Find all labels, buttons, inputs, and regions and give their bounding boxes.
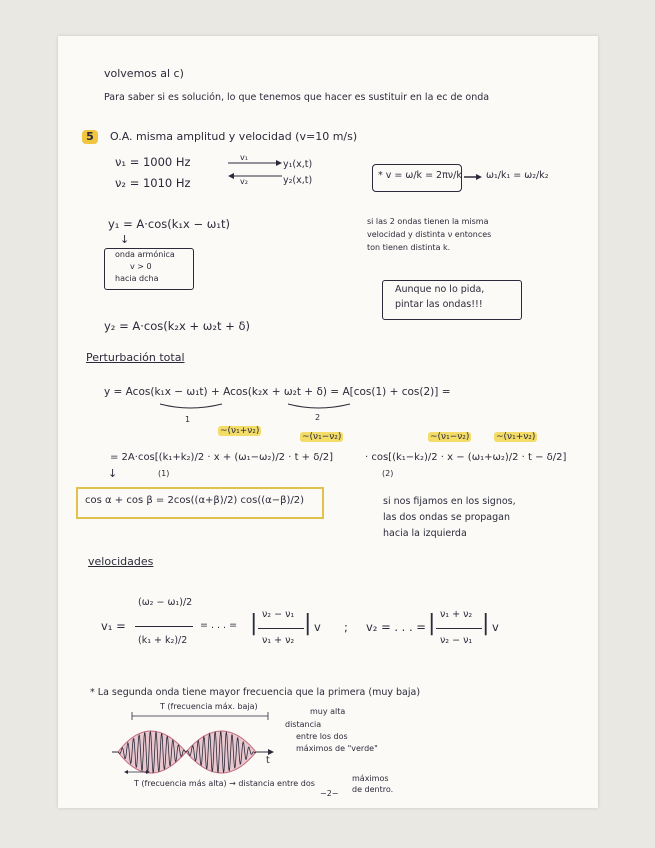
tag-nu-diff-1: ~(ν₁−ν₂)	[302, 432, 342, 442]
product-equation-left: = 2A·cos[(k₁+k₂)/2 · x + (ω₁−ω₂)/2 · t + δ/2]	[110, 452, 333, 463]
product-equation-right: · cos[(k₁−k₂)/2 · x − (ω₁+ω₂)/2 · t − δ/2]	[365, 452, 567, 463]
tag-nu-sum-2: ~(ν₁+ν₂)	[496, 432, 536, 442]
v1-suffix: v	[314, 620, 321, 634]
period-top-label: T (frecuencia máx. baja)	[160, 702, 258, 711]
term-label-2: 2	[315, 413, 321, 422]
beat-wave-drawing	[112, 712, 274, 774]
v1-ratio-num: ν₂ − ν₁	[262, 609, 295, 620]
dos-label: −2−	[320, 789, 339, 798]
brace-1	[160, 404, 222, 408]
period-bottom-label: T (frecuencia más alta) → distancia entre dos	[134, 779, 315, 788]
frequency-note: * La segunda onda tiene mayor frecuencia que la primera (muy baja)	[90, 687, 421, 698]
tag-nu-diff-2: ~(ν₁−ν₂)	[430, 432, 470, 442]
signs-note-1: si nos fijamos en los signos,	[383, 496, 516, 507]
y1-function: y₁(x,t)	[283, 159, 313, 170]
section-number-badge: 5	[82, 130, 98, 144]
maximos-label-1: máximos	[352, 774, 389, 783]
brace-2	[288, 404, 350, 408]
superposition-equation: y = Acos(k₁x − ω₁t) + Acos(k₂x + ω₂t + δ) = A[cos(1) + cos(2)] =	[104, 386, 451, 398]
wave-note-2: v > 0	[130, 262, 152, 271]
draw-note-1: Aunque no lo pida,	[395, 284, 485, 295]
v2-ratio-num: ν₁ + ν₂	[440, 609, 473, 620]
trig-identity: cos α + cos β = 2cos((α+β)/2) cos((α−β)/2)	[85, 495, 305, 506]
down-arrow-2-icon: ↓	[108, 467, 118, 480]
ratio-formula: ω₁/k₁ = ω₂/k₂	[486, 170, 549, 181]
intro-line-1: volvemos al c)	[104, 67, 184, 80]
t-axis-label: t	[266, 755, 270, 766]
v2-prefix: v₂ = . . . =	[366, 620, 426, 634]
distance-note-1: distancia	[285, 720, 322, 729]
distance-note-2: entre los dos	[296, 732, 348, 741]
arrow-label-top: v₁	[240, 153, 248, 162]
abs-bar-right-1: |	[304, 611, 312, 636]
v2-ratio-den: ν₂ − ν₁	[440, 635, 473, 646]
draw-note-2: pintar las ondas!!!	[395, 299, 483, 310]
subscript-1: (1)	[158, 469, 170, 478]
down-arrow-icon: ↓	[120, 233, 130, 246]
v1-ellipsis: = . . . =	[200, 620, 238, 631]
wave-note-3: hacia dcha	[115, 274, 159, 283]
abs-bar-left-2: |	[428, 611, 436, 636]
arrow-label-bottom: v₂	[240, 177, 248, 186]
distance-note-3: máximos de "verde"	[296, 744, 378, 753]
y2-function: y₂(x,t)	[283, 175, 313, 186]
muy-alta-label: muy alta	[310, 707, 346, 716]
nu2-value: ν₂ = 1010 Hz	[115, 176, 191, 190]
same-speed-note-2: velocidad y distinta ν entonces	[367, 230, 492, 239]
section-title: O.A. misma amplitud y velocidad (v=10 m/s)	[110, 130, 358, 143]
subscript-2: (2)	[382, 469, 394, 478]
v1-ratio-den: ν₁ + ν₂	[262, 635, 295, 646]
nu1-value: ν₁ = 1000 Hz	[115, 155, 191, 169]
same-speed-note-1: si las 2 ondas tienen la misma	[367, 217, 489, 226]
superposition-title: Perturbación total	[86, 351, 185, 364]
velocities-title: velocidades	[88, 555, 154, 568]
intro-line-2: Para saber si es solución, lo que tenemos que hacer es sustituir en la ec de onda	[104, 92, 490, 103]
v1-denominator: (k₁ + k₂)/2	[138, 635, 188, 646]
v1-prefix: v₁ =	[101, 619, 126, 633]
separator: ;	[344, 620, 348, 634]
v1-numerator: (ω₂ − ω₁)/2	[138, 597, 193, 608]
wave-note-1: onda armónica	[115, 250, 175, 259]
signs-note-2: las dos ondas se propagan	[383, 512, 510, 523]
v2-suffix: v	[492, 620, 499, 634]
abs-bar-left-1: |	[250, 611, 258, 636]
same-speed-note-3: ton tienen distinta k.	[367, 243, 451, 252]
tag-nu-sum-1: ~(ν₁+ν₂)	[220, 426, 260, 436]
signs-note-3: hacia la izquierda	[383, 528, 467, 539]
velocity-formula: * v = ω/k = 2πν/k	[378, 170, 462, 181]
y2-equation: y₂ = A·cos(k₂x + ω₂t + δ)	[104, 319, 250, 333]
maximos-label-2: de dentro.	[352, 785, 394, 794]
abs-bar-right-2: |	[482, 611, 490, 636]
term-label-1: 1	[185, 415, 191, 424]
y1-equation: y₁ = A·cos(k₁x − ω₁t)	[108, 217, 230, 231]
